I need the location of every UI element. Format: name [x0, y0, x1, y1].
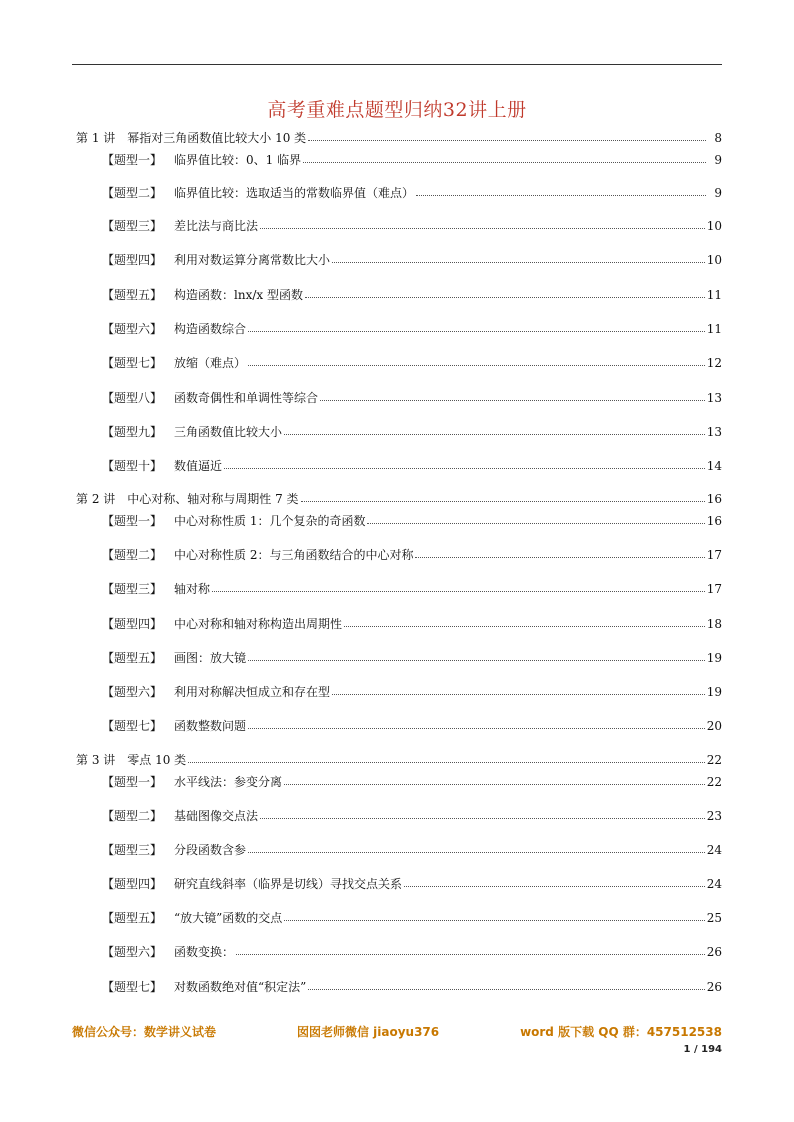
toc-entry-label: 三角函数值比较大小 — [174, 425, 283, 439]
toc-item[interactable] — [102, 808, 722, 824]
dot-leader — [284, 774, 705, 785]
toc-item-tag: 【题型五】 — [102, 911, 163, 925]
toc-entry-label: 第 1 讲 幂指对三角函数值比较大小 10 类 — [76, 131, 307, 145]
dot-leader — [284, 424, 705, 435]
toc-page-number: 25 — [706, 911, 722, 925]
toc-item[interactable] — [102, 979, 722, 995]
toc-page-number: 9 — [714, 186, 722, 200]
toc-item[interactable] — [102, 910, 722, 926]
dot-leader — [248, 355, 705, 366]
toc-entry-label: 中心对称性质 2：与三角函数结合的中心对称 — [174, 548, 414, 562]
dot-leader — [236, 944, 705, 955]
toc-item-tag: 【题型二】 — [102, 186, 163, 200]
toc-item[interactable] — [102, 218, 722, 234]
toc-item-tag: 【题型三】 — [102, 219, 163, 233]
dot-leader — [415, 547, 704, 558]
toc-page-number: 14 — [706, 459, 722, 473]
toc-entry-label: 构造函数综合 — [174, 322, 247, 336]
toc-item[interactable] — [102, 842, 722, 858]
toc-page-number: 18 — [706, 617, 722, 631]
toc-item-tag: 【题型四】 — [102, 877, 163, 891]
toc-item[interactable] — [102, 355, 722, 371]
dot-leader — [367, 513, 704, 524]
toc-entry-label: 中心对称性质 1：几个复杂的奇函数 — [174, 514, 366, 528]
dot-leader — [416, 185, 706, 196]
toc-entry-label: 利用对称解决恒成立和存在型 — [174, 685, 331, 699]
toc-item-tag: 【题型八】 — [102, 391, 163, 405]
toc-page-number: 23 — [706, 809, 722, 823]
toc-chapter[interactable] — [72, 491, 722, 507]
toc-page-number: 11 — [706, 322, 722, 336]
dot-leader — [344, 616, 705, 627]
toc-item-tag: 【题型五】 — [102, 651, 163, 665]
toc-entry-label: 函数整数问题 — [174, 719, 247, 733]
toc-entry-label: 画图：放大镜 — [174, 651, 247, 665]
toc-item-tag: 【题型十】 — [102, 459, 163, 473]
dot-leader — [303, 152, 706, 163]
toc-entry-label: 差比法与商比法 — [174, 219, 259, 233]
toc-entry-label: “放大镜”函数的交点 — [174, 911, 283, 925]
toc-entry-label: 第 2 讲 中心对称、轴对称与周期性 7 类 — [76, 492, 299, 506]
toc-page-number: 24 — [706, 843, 722, 857]
dot-leader — [308, 979, 704, 990]
toc-item-tag: 【题型七】 — [102, 980, 163, 994]
toc-page-number: 13 — [706, 391, 722, 405]
toc-item-tag: 【题型二】 — [102, 809, 163, 823]
toc-item-tag: 【题型六】 — [102, 685, 163, 699]
document-title: 高考重难点题型归纳32讲上册 — [267, 99, 527, 121]
toc-entry-label: 利用对数运算分离常数比大小 — [174, 253, 331, 267]
toc-entry-label: 中心对称和轴对称构造出周期性 — [174, 617, 343, 631]
toc-item[interactable] — [102, 581, 722, 597]
toc-item-tag: 【题型一】 — [102, 153, 163, 167]
toc-entry-label: 对数函数绝对值“积定法” — [174, 980, 307, 994]
toc-item[interactable] — [102, 547, 722, 563]
toc-item[interactable] — [102, 513, 722, 529]
toc-item[interactable] — [102, 424, 722, 440]
toc-chapter[interactable] — [72, 130, 722, 146]
toc-entry-label: 临界值比较：选取适当的常数临界值（难点） — [174, 186, 415, 200]
footer-teacher: 囡囡老师微信 jiaoyu376 — [296, 1025, 440, 1039]
toc-entry-label: 数值逼近 — [174, 459, 223, 473]
dot-leader — [284, 910, 704, 921]
header-rule — [72, 64, 722, 65]
toc-item[interactable] — [102, 152, 722, 168]
toc-item-tag: 【题型三】 — [102, 843, 163, 857]
toc-page-number: 20 — [706, 719, 722, 733]
toc-item-tag: 【题型六】 — [102, 322, 163, 336]
page-number: 1 / 194 — [683, 1044, 722, 1055]
toc-page-number: 17 — [706, 582, 722, 596]
toc-page-number: 17 — [706, 548, 722, 562]
dot-leader — [248, 718, 705, 729]
toc-page-number: 26 — [706, 945, 722, 959]
toc-item[interactable] — [102, 287, 722, 303]
toc-item-tag: 【题型四】 — [102, 253, 163, 267]
toc-item-tag: 【题型五】 — [102, 288, 163, 302]
toc-entry-label: 函数奇偶性和单调性等综合 — [174, 391, 319, 405]
dot-leader — [305, 287, 705, 298]
toc-item-tag: 【题型七】 — [102, 356, 163, 370]
toc-item-tag: 【题型四】 — [102, 617, 163, 631]
toc-page-number: 16 — [706, 492, 722, 506]
toc-item[interactable] — [102, 321, 722, 337]
dot-leader — [260, 808, 705, 819]
toc-entry-label: 研究直线斜率（临界是切线）寻找交点关系 — [174, 877, 403, 891]
toc-entry-label: 构造函数：lnx/x 型函数 — [174, 288, 303, 302]
toc-item-tag: 【题型一】 — [102, 775, 163, 789]
toc-page-number: 11 — [706, 288, 722, 302]
toc-item[interactable] — [102, 876, 722, 892]
toc-entry-label: 函数变换： — [174, 945, 235, 959]
dot-leader — [320, 390, 705, 401]
dot-leader — [404, 876, 705, 887]
toc-page-number: 16 — [706, 514, 722, 528]
toc-item-tag: 【题型六】 — [102, 945, 163, 959]
dot-leader — [188, 752, 705, 763]
toc-page-number: 19 — [706, 651, 722, 665]
toc-item[interactable] — [102, 458, 722, 474]
dot-leader — [332, 684, 705, 695]
toc-item-tag: 【题型二】 — [102, 548, 163, 562]
toc-page-number: 10 — [706, 219, 722, 233]
toc-item[interactable] — [102, 944, 722, 960]
footer-wechat: 微信公众号：数学讲义试卷 — [72, 1025, 217, 1039]
toc-entry-label: 第 3 讲 零点 10 类 — [76, 753, 187, 767]
toc-item[interactable] — [102, 684, 722, 700]
dot-leader — [224, 458, 705, 469]
toc-item[interactable] — [102, 185, 722, 201]
toc-item[interactable] — [102, 774, 722, 790]
dot-leader — [248, 650, 705, 661]
dot-leader — [308, 130, 706, 141]
toc-page-number: 13 — [706, 425, 722, 439]
toc-item[interactable] — [102, 718, 722, 734]
dot-leader — [212, 581, 705, 592]
toc-entry-label: 轴对称 — [174, 582, 211, 596]
toc-entry-label: 放缩（难点） — [174, 356, 247, 370]
toc-item[interactable] — [102, 616, 722, 632]
toc-item[interactable] — [102, 650, 722, 666]
toc-entry-label: 分段函数含参 — [174, 843, 247, 857]
toc-page-number: 8 — [714, 131, 722, 145]
toc-item-tag: 【题型九】 — [102, 425, 163, 439]
dot-leader — [301, 491, 705, 502]
page-footer — [72, 1023, 722, 1040]
toc-item-tag: 【题型三】 — [102, 582, 163, 596]
toc-page-number: 24 — [706, 877, 722, 891]
toc-item[interactable] — [102, 252, 722, 268]
toc-item[interactable] — [102, 390, 722, 406]
toc-page-number: 22 — [706, 775, 722, 789]
footer-qq-group: word 版下载 QQ 群：457512538 — [520, 1025, 722, 1039]
toc-page-number: 12 — [706, 356, 722, 370]
dot-leader — [248, 321, 705, 332]
dot-leader — [248, 842, 705, 853]
toc-item-tag: 【题型一】 — [102, 514, 163, 528]
dot-leader — [332, 252, 705, 263]
toc-entry-label: 临界值比较：0、1 临界 — [174, 153, 302, 167]
toc-page-number: 26 — [706, 980, 722, 994]
toc-page-number: 19 — [706, 685, 722, 699]
toc-page-number: 22 — [706, 753, 722, 767]
toc-chapter[interactable] — [72, 752, 722, 768]
toc-entry-label: 基础图像交点法 — [174, 809, 259, 823]
toc-page-number: 10 — [706, 253, 722, 267]
dot-leader — [260, 218, 705, 229]
toc-item-tag: 【题型七】 — [102, 719, 163, 733]
toc-page-number: 9 — [714, 153, 722, 167]
toc-entry-label: 水平线法：参变分离 — [174, 775, 283, 789]
